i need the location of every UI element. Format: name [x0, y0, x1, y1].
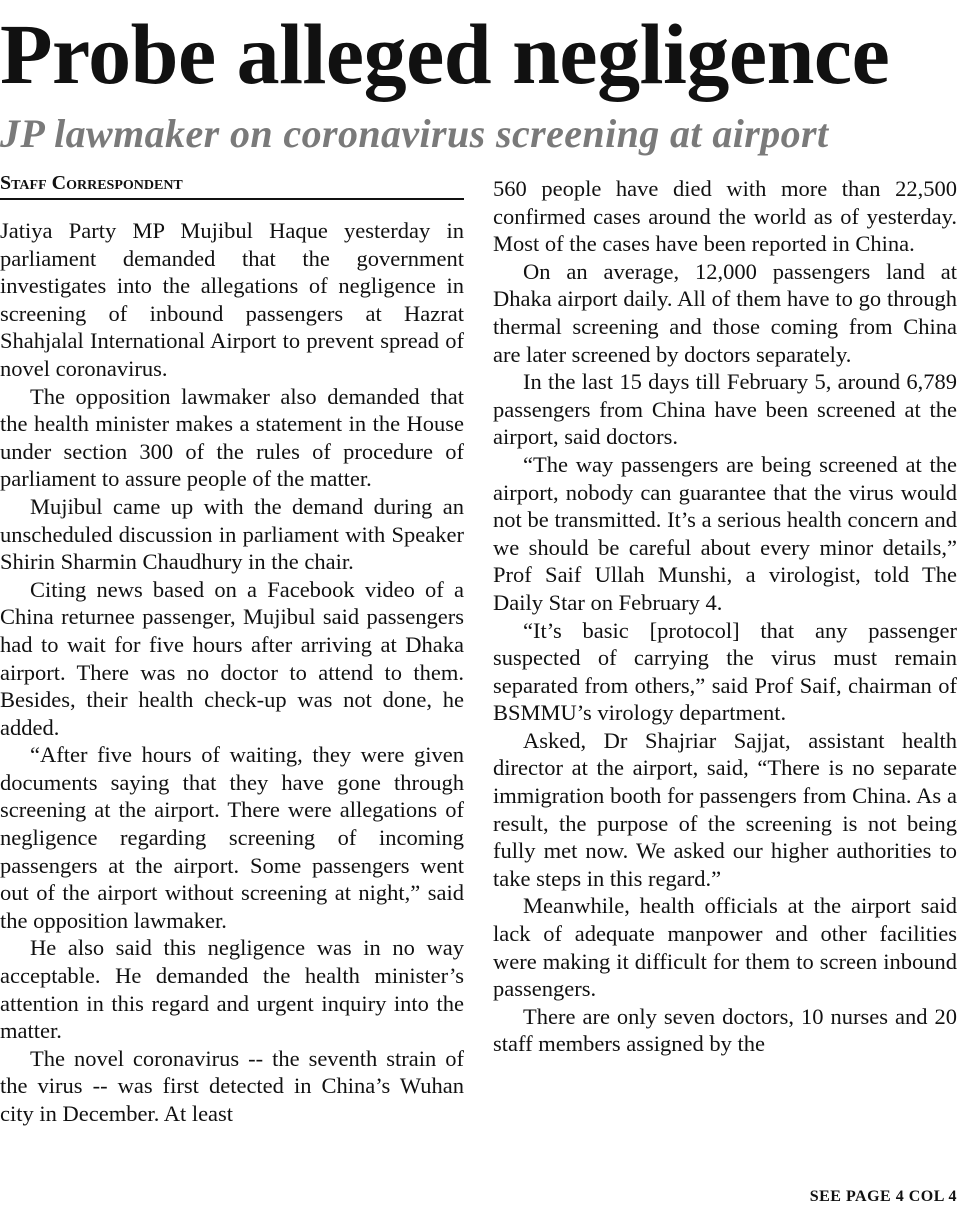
article-paragraph: “The way passengers are being screened at the airport, nobody can guarantee that the virus would not be transmitted. It’s a serious health concern and we should be careful about every minor details,” Prof Saif Ullah Munshi, a virologist, told The Daily Star on February 4.: [493, 451, 957, 615]
jump-line: SEE PAGE 4 COL 4: [809, 1188, 957, 1205]
article-paragraph: Meanwhile, health officials at the airport said lack of adequate manpower and other facilities were making it difficult for them to screen inbound passengers.: [493, 893, 957, 1002]
article-paragraph: Asked, Dr Shajriar Sajjat, assistant health director at the airport, said, “There is no separate immigration booth for passengers from China. As a result, the purpose of the screening is not being fully met now. We asked our higher authorities to take steps in this regard.”: [493, 727, 957, 891]
article-paragraph: The novel coronavirus -- the seventh strain of the virus -- was first detected in China’s Wuhan city in December. At least: [0, 1045, 464, 1126]
article-paragraph: “After five hours of waiting, they were given documents saying that they have gone through screening at the airport. There were allegations of negligence regarding screening of incoming passengers at the airport. Some passengers went out of the airport without screening at night,” said the opposition lawmaker.: [0, 742, 464, 933]
article-paragraph: He also said this negligence was in no way acceptable. He demanded the health minister’s attention in this regard and urgent inquiry into the matter.: [0, 935, 464, 1044]
article-column-1: [0, 217, 464, 1128]
byline: Staff Correspondent: [0, 170, 464, 200]
headline: Probe alleged negligence: [0, 6, 890, 102]
article-paragraph: In the last 15 days till February 5, around 6,789 passengers from China have been screened at the airport, said doctors.: [493, 369, 957, 450]
article-column-2: [493, 175, 957, 1058]
article-paragraph: The opposition lawmaker also demanded that the health minister makes a statement in the House under section 300 of the rules of procedure of parliament to assure people of the matter.: [0, 383, 464, 492]
article-paragraph: On an average, 12,000 passengers land at Dhaka airport daily. All of them have to go through thermal screening and those coming from China are later screened by doctors separately.: [493, 258, 957, 367]
article-paragraph: Citing news based on a Facebook video of a China returnee passenger, Mujibul said passengers had to wait for five hours after arriving at Dhaka airport. There was no doctor to attend to them. Besides, their health check-up was not done, he added.: [0, 576, 464, 740]
article-paragraph: Jatiya Party MP Mujibul Haque yesterday in parliament demanded that the government investigates into the allegations of negligence in screening of inbound passengers at Hazrat Shahjalal International Airport to prevent spread of novel coronavirus.: [0, 218, 464, 381]
article-paragraph: Mujibul came up with the demand during an unscheduled discussion in parliament with Speaker Shirin Sharmin Chaudhury in the chair.: [0, 493, 464, 575]
article-paragraph: “It’s basic [protocol] that any passenger suspected of carrying the virus must remain separated from others,” said Prof Saif, chairman of BSMMU’s virology department.: [493, 617, 957, 726]
article-paragraph-continued: 560 people have died with more than 22,500 confirmed cases around the world as of yesterday. Most of the cases have been reported in China.: [493, 176, 957, 257]
article-paragraph: There are only seven doctors, 10 nurses and 20 staff members assigned by the: [493, 1003, 957, 1057]
subheadline: JP lawmaker on coronavirus screening at airport: [0, 111, 829, 156]
